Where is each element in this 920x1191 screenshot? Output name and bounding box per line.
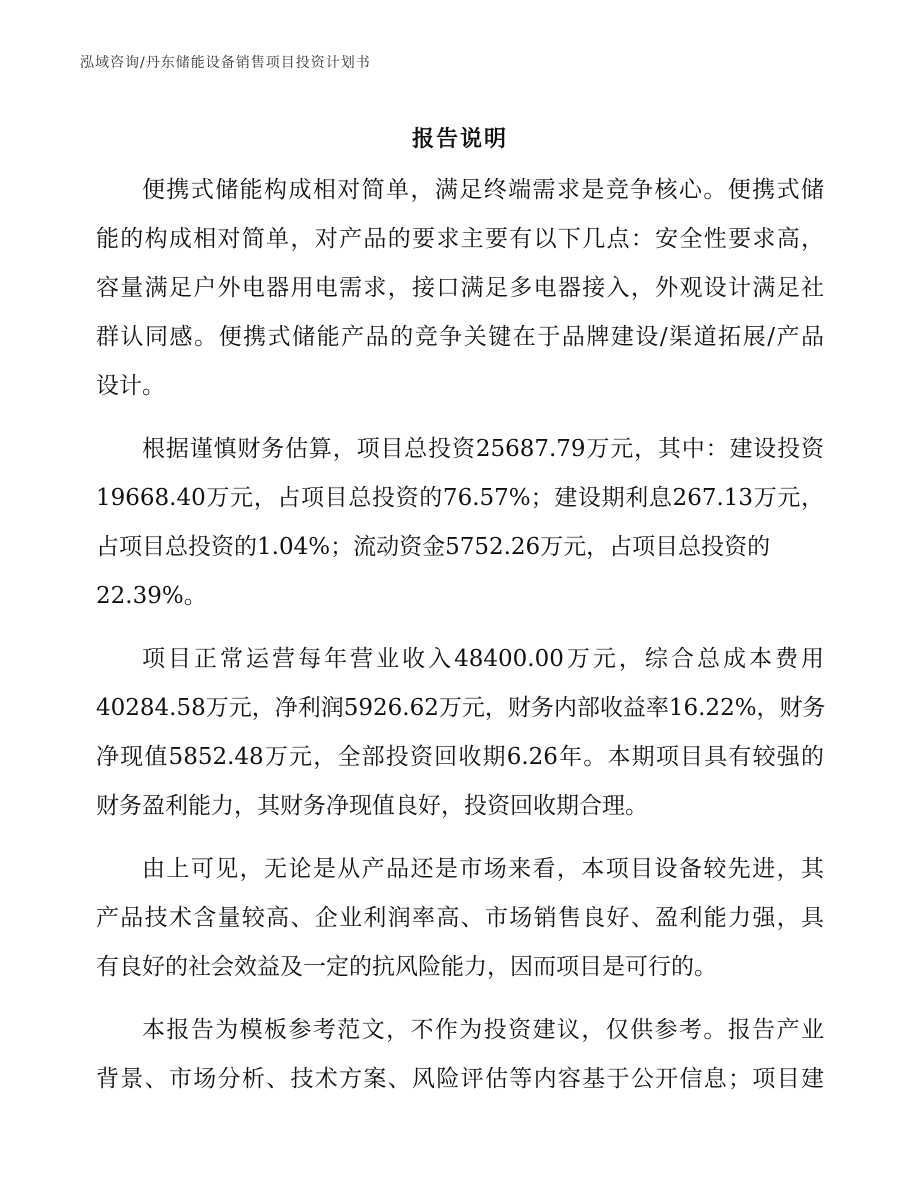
paragraph	[96, 429, 824, 625]
paragraph	[96, 849, 824, 996]
text-line: 能的构成相对简单，对产品的要求主要有以下几点：安全性要求高，	[96, 226, 824, 252]
text-line: 设计。	[96, 373, 165, 399]
text-line: 占项目总投资的1.04%；流动资金5752.26万元，占项目总投资的	[96, 534, 771, 560]
running-header: 泓域咨询/丹东储能设备销售项目投资计划书	[80, 55, 371, 71]
text-line: 容量满足户外电器用电需求，接口满足多电器接入，外观设计满足社	[96, 275, 824, 301]
paragraph	[96, 639, 824, 835]
text-line: 背景、市场分析、技术方案、风险评估等内容基于公开信息；项目建	[96, 1066, 824, 1092]
text-line: 便携式储能构成相对简单，满足终端需求是竞争核心。便携式储	[142, 177, 824, 203]
text-line: 财务盈利能力，其财务净现值良好，投资回收期合理。	[96, 793, 648, 819]
text-line: 净现值5852.48万元，全部投资回收期6.26年。本期项目具有较强的	[96, 744, 824, 770]
text-line: 产品技术含量较高、企业利润率高、市场销售良好、盈利能力强，具	[96, 905, 824, 931]
text-line: 项目正常运营每年营业收入48400.00万元，综合总成本费用	[142, 646, 824, 672]
text-line: 由上可见，无论是从产品还是市场来看，本项目设备较先进，其	[142, 856, 824, 882]
text-line: 有良好的社会效益及一定的抗风险能力，因而项目是可行的。	[96, 954, 717, 980]
text-line: 40284.58万元，净利润5926.62万元，财务内部收益率16.22%，财务	[96, 695, 826, 721]
paragraph	[96, 1010, 824, 1108]
report-body	[96, 170, 824, 1122]
text-line: 本报告为模板参考范文，不作为投资建议，仅供参考。报告产业	[142, 1017, 824, 1043]
text-line: 19668.40万元，占项目总投资的76.57%；建设期利息267.13万元，	[96, 485, 824, 511]
text-line: 根据谨慎财务估算，项目总投资25687.79万元，其中：建设投资	[142, 436, 824, 462]
section-title: 报告说明	[411, 126, 508, 152]
text-line: 22.39%。	[96, 583, 207, 609]
paragraph	[96, 170, 824, 415]
text-line: 群认同感。便携式储能产品的竞争关键在于品牌建设/渠道拓展/产品	[96, 324, 824, 350]
